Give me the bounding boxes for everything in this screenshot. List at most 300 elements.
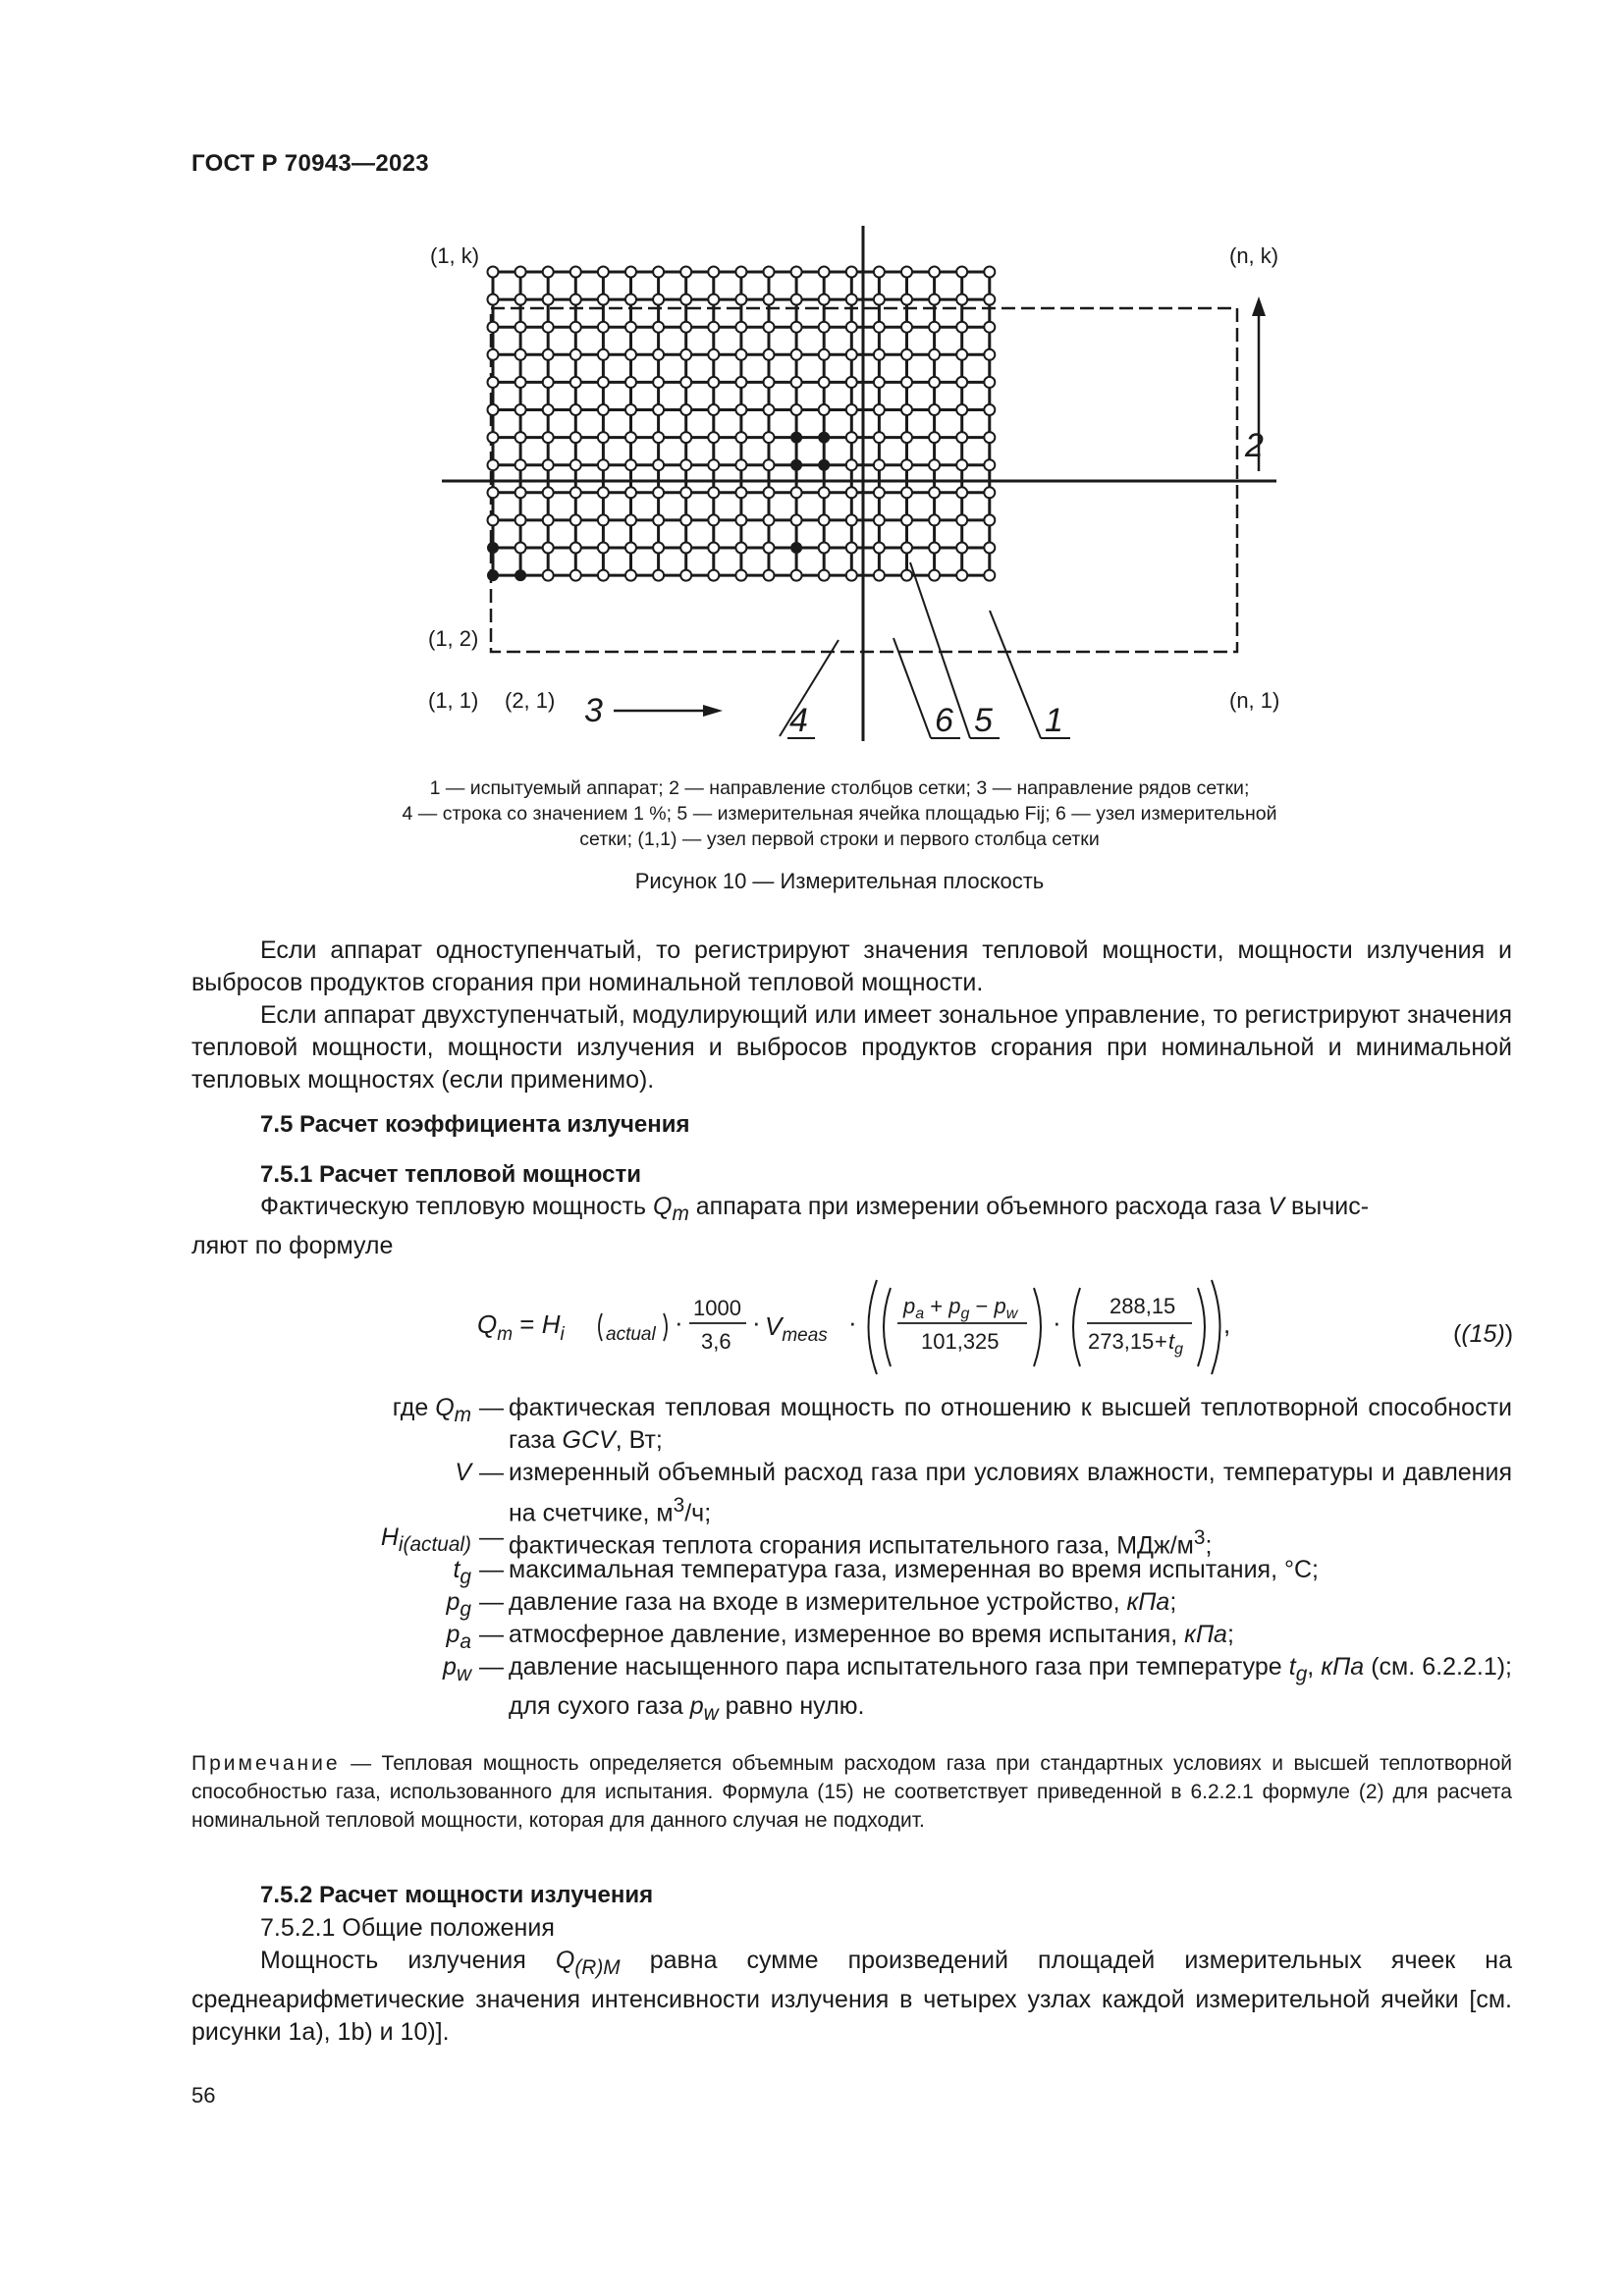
grid-node bbox=[680, 487, 691, 498]
grid-node bbox=[819, 514, 830, 525]
grid-node bbox=[598, 487, 609, 498]
grid-node bbox=[708, 432, 719, 443]
label-2-1: (2, 1) bbox=[505, 688, 556, 713]
grid-node bbox=[543, 404, 554, 415]
definition-symbol: $H_{i(actual)}$ bbox=[380, 1523, 471, 1556]
grid-node bbox=[625, 294, 636, 305]
grid-node bbox=[846, 377, 857, 388]
grid-node bbox=[984, 377, 995, 388]
grid-node-marked bbox=[791, 433, 801, 443]
grid-node bbox=[735, 487, 746, 498]
grid-node bbox=[956, 487, 967, 498]
grid-node bbox=[901, 570, 912, 581]
legend-line-1: 1 — испытуемый аппарат; 2 — направление столбцов сетки; 3 — направление рядов сетки; bbox=[429, 777, 1250, 799]
grid-node bbox=[625, 404, 636, 415]
grid-node bbox=[570, 570, 581, 581]
grid-node bbox=[570, 349, 581, 360]
grid-node bbox=[929, 432, 940, 443]
grid-node bbox=[570, 377, 581, 388]
grid-node bbox=[764, 349, 775, 360]
grid-node bbox=[570, 487, 581, 498]
formula-dot-2: · bbox=[752, 1308, 761, 1337]
grid-node bbox=[598, 322, 609, 333]
grid-node bbox=[846, 487, 857, 498]
grid-node bbox=[956, 459, 967, 470]
note-block bbox=[191, 1749, 1512, 1835]
grid-node bbox=[984, 349, 995, 360]
grid-node bbox=[846, 514, 857, 525]
grid-node bbox=[488, 459, 499, 470]
legend-line-3: сетки; (1,1) — узел первой строки и первого столбца сетки bbox=[579, 828, 1100, 850]
document-header: ГОСТ Р 70943—2023 bbox=[191, 150, 429, 177]
grid-node bbox=[874, 404, 885, 415]
grid-node bbox=[570, 267, 581, 278]
grid-node bbox=[680, 377, 691, 388]
label-1-2: (1, 2) bbox=[428, 626, 479, 651]
grid-node bbox=[543, 432, 554, 443]
grid-node bbox=[735, 432, 746, 443]
definition-dash: — bbox=[479, 1394, 504, 1421]
grid-node bbox=[929, 404, 940, 415]
grid-node bbox=[901, 377, 912, 388]
grid-node bbox=[488, 349, 499, 360]
definition-symbol: где $Q_m$ bbox=[392, 1394, 471, 1426]
grid-node bbox=[625, 487, 636, 498]
paragraph-single-stage-text: Если аппарат одноступенчатый, то регистрируют значения тепловой мощности, мощности излучения и выбросов продуктов сгорания при номинальной тепловой мощности. bbox=[191, 936, 1512, 996]
grid-node bbox=[708, 322, 719, 333]
grid-node bbox=[515, 514, 526, 525]
page-number: 56 bbox=[191, 2083, 216, 2108]
section-7-5-title: 7.5 Расчет коэффициента излучения bbox=[260, 1111, 690, 1138]
grid-node bbox=[680, 349, 691, 360]
radiation-text-a: Мощность излучения bbox=[260, 1947, 526, 1974]
formula-number-value: (15) bbox=[1461, 1320, 1505, 1348]
grid-node-marked bbox=[515, 570, 525, 580]
grid-node bbox=[543, 487, 554, 498]
grid-node bbox=[515, 543, 526, 554]
grid-node bbox=[680, 432, 691, 443]
grid-node bbox=[956, 349, 967, 360]
section-7-5-1-title: 7.5.1 Расчет тепловой мощности bbox=[260, 1161, 641, 1188]
grid-node bbox=[764, 543, 775, 554]
grid-node bbox=[598, 459, 609, 470]
grid-node bbox=[653, 267, 664, 278]
grid-node bbox=[708, 487, 719, 498]
grid-node bbox=[680, 570, 691, 581]
formula-273: 273,15 bbox=[1088, 1329, 1155, 1354]
grid-node bbox=[901, 543, 912, 554]
grid-node bbox=[488, 377, 499, 388]
grid-node bbox=[708, 543, 719, 554]
definition-text: атмосферное давление, измеренное во время испытания, кПа; bbox=[509, 1621, 1234, 1648]
label-n-1: (n, 1) bbox=[1229, 688, 1280, 713]
formula-15 bbox=[471, 1268, 1237, 1376]
grid-node bbox=[735, 322, 746, 333]
grid-node bbox=[764, 267, 775, 278]
grid-node bbox=[735, 543, 746, 554]
grid-node bbox=[901, 267, 912, 278]
grid-node bbox=[791, 377, 802, 388]
grid-node bbox=[515, 377, 526, 388]
grid-node bbox=[653, 349, 664, 360]
grid-node bbox=[956, 322, 967, 333]
grid-node bbox=[929, 543, 940, 554]
grid-node bbox=[515, 487, 526, 498]
grid-node bbox=[708, 514, 719, 525]
grid-node bbox=[874, 543, 885, 554]
definition-dash: — bbox=[479, 1621, 504, 1648]
grid-node bbox=[625, 459, 636, 470]
grid-node bbox=[956, 432, 967, 443]
grid-node bbox=[598, 514, 609, 525]
grid-node bbox=[819, 349, 830, 360]
grid-node bbox=[653, 514, 664, 525]
grid-node bbox=[598, 349, 609, 360]
grid-node bbox=[735, 404, 746, 415]
grid-node-marked bbox=[791, 543, 801, 553]
grid-node bbox=[735, 570, 746, 581]
grid-node bbox=[929, 267, 940, 278]
grid-node bbox=[570, 404, 581, 415]
grid-node bbox=[764, 404, 775, 415]
grid-node bbox=[543, 543, 554, 554]
definition-dash: — bbox=[479, 1653, 504, 1681]
callout-6: 6 bbox=[935, 702, 953, 739]
formula-1000: 1000 bbox=[693, 1296, 741, 1320]
grid-node bbox=[543, 514, 554, 525]
grid-node bbox=[653, 294, 664, 305]
grid-node bbox=[929, 322, 940, 333]
grid-node bbox=[819, 294, 830, 305]
grid-node bbox=[956, 404, 967, 415]
grid-node bbox=[874, 377, 885, 388]
grid-node bbox=[984, 294, 995, 305]
grid-node bbox=[929, 487, 940, 498]
formula-dot-4: · bbox=[1053, 1308, 1061, 1337]
grid-node bbox=[929, 459, 940, 470]
grid-node bbox=[929, 570, 940, 581]
grid-node bbox=[735, 267, 746, 278]
grid-node bbox=[515, 432, 526, 443]
grid-node bbox=[819, 267, 830, 278]
grid-node bbox=[819, 377, 830, 388]
callout-1-leader bbox=[990, 611, 1041, 738]
grid-node bbox=[543, 294, 554, 305]
grid-node bbox=[570, 459, 581, 470]
grid-node bbox=[846, 404, 857, 415]
section-7-5-2-title: 7.5.2 Расчет мощности излучения bbox=[260, 1882, 654, 1908]
label-1-1: (1, 1) bbox=[428, 688, 479, 713]
grid-node bbox=[488, 294, 499, 305]
grid-node bbox=[680, 543, 691, 554]
paragraph-two-stage bbox=[191, 999, 1512, 1096]
grid-node bbox=[929, 349, 940, 360]
grid-node bbox=[543, 349, 554, 360]
grid-node bbox=[625, 514, 636, 525]
grid-node bbox=[901, 322, 912, 333]
grid-node bbox=[625, 267, 636, 278]
definition-symbol: $t_g$ bbox=[453, 1556, 471, 1588]
grid-node bbox=[764, 377, 775, 388]
grid-node bbox=[956, 294, 967, 305]
grid-node bbox=[570, 294, 581, 305]
grid-node bbox=[984, 487, 995, 498]
grid-node bbox=[791, 487, 802, 498]
grid-node bbox=[708, 294, 719, 305]
legend-line-2: 4 — строка со значением 1 %; 5 — измерительная ячейка площадью Fij; 6 — узел измерительной bbox=[402, 803, 1277, 825]
formula-Vmeas: $V_{meas}$ bbox=[765, 1311, 828, 1346]
grid-node bbox=[846, 322, 857, 333]
grid-node bbox=[680, 322, 691, 333]
grid-node bbox=[929, 294, 940, 305]
grid-node bbox=[515, 349, 526, 360]
callout-2: 2 bbox=[1245, 427, 1264, 464]
definition-dash: — bbox=[479, 1556, 504, 1583]
definition-dash: — bbox=[479, 1588, 504, 1616]
grid-node bbox=[984, 267, 995, 278]
grid-node bbox=[708, 404, 719, 415]
grid-node bbox=[956, 377, 967, 388]
grid-node bbox=[625, 322, 636, 333]
grid-node bbox=[570, 514, 581, 525]
grid-node bbox=[956, 543, 967, 554]
grid-node bbox=[819, 404, 830, 415]
grid-node bbox=[874, 514, 885, 525]
grid-node bbox=[515, 322, 526, 333]
definition-symbol: $p_g$ bbox=[446, 1588, 471, 1621]
grid-node bbox=[598, 570, 609, 581]
grid-node bbox=[874, 294, 885, 305]
grid-node bbox=[791, 294, 802, 305]
grid-node bbox=[791, 322, 802, 333]
definition-text: давление насыщенного пара испытательного газа при температуре $t_g$, кПа (см. 6.2.2.1); для сухого газа $p_w$ равно нулю. bbox=[509, 1653, 1512, 1725]
grid-node bbox=[680, 294, 691, 305]
column-direction-arrowhead bbox=[1252, 296, 1266, 316]
grid-node bbox=[791, 570, 802, 581]
grid-node bbox=[653, 543, 664, 554]
grid-node bbox=[680, 459, 691, 470]
grid-node bbox=[929, 377, 940, 388]
grid-node bbox=[846, 570, 857, 581]
grid-node bbox=[764, 322, 775, 333]
grid-node bbox=[874, 349, 885, 360]
grid-node bbox=[984, 432, 995, 443]
grid-node bbox=[874, 432, 885, 443]
grid-node bbox=[708, 570, 719, 581]
measurement-plane-figure bbox=[422, 226, 1306, 756]
grid-node bbox=[846, 459, 857, 470]
grid-node bbox=[653, 377, 664, 388]
grid-node bbox=[570, 322, 581, 333]
formula-3-6: 3,6 bbox=[701, 1329, 731, 1354]
grid-node bbox=[625, 432, 636, 443]
grid-node bbox=[543, 267, 554, 278]
definition-dash: — bbox=[479, 1523, 504, 1551]
row-direction-arrowhead bbox=[703, 705, 723, 717]
grid-node bbox=[791, 349, 802, 360]
callout-4-leader bbox=[780, 640, 839, 736]
note-label: Примечание bbox=[191, 1752, 341, 1775]
grid-node bbox=[764, 432, 775, 443]
grid-node bbox=[819, 570, 830, 581]
grid-node bbox=[901, 487, 912, 498]
grid-node bbox=[846, 543, 857, 554]
grid-node bbox=[874, 267, 885, 278]
grid-node bbox=[901, 294, 912, 305]
section-7-5-2-1-title: 7.5.2.1 Общие положения bbox=[260, 1914, 555, 1942]
formula-288: 288,15 bbox=[1110, 1294, 1176, 1318]
grid-node bbox=[653, 570, 664, 581]
section-7-5-1-intro: Фактическую тепловую мощность $Q_m$ аппарата при измерении объемного расхода газа V вычис- ляют по формуле bbox=[191, 1193, 1370, 1259]
definition-text: фактическая тепловая мощность по отношению к высшей теплотворной способности газа GCV, Вт; bbox=[509, 1394, 1512, 1454]
grid-node bbox=[735, 514, 746, 525]
grid-node bbox=[708, 349, 719, 360]
definition-text: давление газа на входе в измерительное устройство, кПа; bbox=[509, 1588, 1177, 1616]
grid-node bbox=[598, 294, 609, 305]
grid-node bbox=[625, 349, 636, 360]
intro-part-b: аппарата при измерении объемного расхода газа bbox=[695, 1193, 1262, 1220]
paragraph-single-stage bbox=[191, 934, 1512, 999]
grid-node bbox=[735, 294, 746, 305]
grid-node bbox=[791, 514, 802, 525]
grid-node bbox=[984, 514, 995, 525]
grid-node bbox=[846, 294, 857, 305]
grid-node bbox=[819, 487, 830, 498]
grid-node bbox=[846, 349, 857, 360]
label-n-k: (n, k) bbox=[1229, 243, 1279, 268]
grid-node bbox=[625, 570, 636, 581]
grid-node bbox=[929, 514, 940, 525]
formula-comma: , bbox=[1223, 1309, 1231, 1339]
grid-node bbox=[653, 459, 664, 470]
definition-text: фактическая теплота сгорания испытательного газа, МДж/$м^3$; bbox=[509, 1526, 1213, 1560]
intro-part-c: вычис- bbox=[1291, 1193, 1370, 1220]
callout-4: 4 bbox=[789, 702, 808, 739]
grid-node bbox=[680, 404, 691, 415]
grid-node-marked bbox=[488, 570, 498, 580]
grid-node bbox=[874, 322, 885, 333]
grid-node bbox=[791, 404, 802, 415]
grid-node bbox=[901, 459, 912, 470]
paragraph-two-stage-text: Если аппарат двухступенчатый, модулирующий или имеет зональное управление, то регистрируют значения тепловой мощности, мощности излучения и выбросов продуктов сгорания при номинальной и минимальной тепловых мощностях (если применимо). bbox=[191, 1001, 1512, 1094]
grid-node bbox=[680, 267, 691, 278]
grid-node bbox=[653, 322, 664, 333]
formula-pa-pg-pw: $p_a + p_g - p_w$ bbox=[903, 1294, 1018, 1322]
grid-node bbox=[984, 543, 995, 554]
grid-node bbox=[735, 377, 746, 388]
grid-node bbox=[984, 570, 995, 581]
grid-node bbox=[901, 349, 912, 360]
callout-6-leader bbox=[893, 638, 931, 738]
grid-node bbox=[653, 404, 664, 415]
definition-text: максимальная температура газа, измеренная во время испытания, °C; bbox=[509, 1556, 1319, 1583]
grid-node bbox=[901, 404, 912, 415]
grid-node bbox=[515, 404, 526, 415]
grid-node bbox=[874, 570, 885, 581]
grid-node bbox=[764, 459, 775, 470]
grid-node bbox=[846, 267, 857, 278]
grid-node bbox=[543, 322, 554, 333]
label-1-k: (1, k) bbox=[430, 243, 480, 268]
grid-node bbox=[598, 404, 609, 415]
grid-node bbox=[570, 432, 581, 443]
grid-node bbox=[543, 459, 554, 470]
grid-node-marked bbox=[819, 433, 829, 443]
formula-plus-tg: + bbox=[1155, 1329, 1167, 1354]
grid-node bbox=[488, 487, 499, 498]
grid-node bbox=[764, 514, 775, 525]
callout-1: 1 bbox=[1045, 702, 1063, 739]
formula-dot-1: · bbox=[675, 1308, 683, 1337]
grid-node bbox=[956, 267, 967, 278]
grid-node bbox=[735, 459, 746, 470]
grid-node-marked bbox=[791, 460, 801, 470]
definition-symbol: V bbox=[455, 1459, 471, 1486]
grid-lines bbox=[493, 272, 990, 575]
formula-Qm: $Q_m = H_i$ bbox=[477, 1309, 565, 1345]
formula-number: ((15)) bbox=[1453, 1320, 1514, 1348]
grid-node bbox=[956, 514, 967, 525]
grid-node bbox=[984, 404, 995, 415]
grid-node bbox=[984, 459, 995, 470]
grid-node bbox=[901, 432, 912, 443]
grid-node bbox=[625, 377, 636, 388]
grid-node bbox=[708, 377, 719, 388]
formula-tg: $t_g$ bbox=[1168, 1329, 1184, 1358]
grid-node bbox=[598, 377, 609, 388]
grid-node bbox=[488, 322, 499, 333]
grid-node bbox=[515, 267, 526, 278]
grid-node-marked bbox=[488, 543, 498, 553]
figure-legend bbox=[314, 775, 1365, 852]
grid-node bbox=[819, 322, 830, 333]
figure-caption: Рисунок 10 — Измерительная плоскость bbox=[634, 869, 1045, 893]
grid-node bbox=[598, 432, 609, 443]
section-7-5-2-text: Мощность излучения $Q_{(R)M}$ равна сумме произведений площадей измерительных ячеек на среднеарифметические значения интенсивности излучения в четырех узлах каждой измерительной ячейки [см. рисунки 1а), 1b) и 10)]. bbox=[191, 1947, 1513, 2046]
grid-node bbox=[708, 459, 719, 470]
grid-node bbox=[598, 543, 609, 554]
formula-101: 101,325 bbox=[921, 1329, 1000, 1354]
grid-node bbox=[764, 570, 775, 581]
grid-node bbox=[735, 349, 746, 360]
formula-dot-3: · bbox=[848, 1308, 857, 1337]
grid-node bbox=[570, 543, 581, 554]
grid-node bbox=[515, 459, 526, 470]
grid-node bbox=[598, 267, 609, 278]
grid-node bbox=[874, 487, 885, 498]
grid-node bbox=[653, 432, 664, 443]
definition-text: измеренный объемный расход газа при условиях влажности, температуры и давления на счетчике, $м^3/ч$; bbox=[509, 1459, 1512, 1527]
grid-node bbox=[764, 294, 775, 305]
grid-node bbox=[708, 267, 719, 278]
grid-node bbox=[488, 267, 499, 278]
radiation-text-b: равна сумме произведений площадей измерительных ячеек на среднеарифметические значения интенсивности излучения в четырех узлах каждой измерительной ячейки [см. рисунки 1а), 1b) и 10)]. bbox=[191, 1947, 1513, 2046]
grid-node bbox=[846, 432, 857, 443]
grid-node bbox=[625, 543, 636, 554]
grid-node-marked bbox=[819, 460, 829, 470]
grid-node bbox=[819, 543, 830, 554]
callout-5: 5 bbox=[974, 702, 993, 739]
grid-node bbox=[791, 267, 802, 278]
grid-node bbox=[543, 377, 554, 388]
note-text: — Тепловая мощность определяется объемным расходом газа при стандартных условиях и высшей теплотворной способностью газа, использованного для испытания. Формула (15) не соответствует приведенной в 6.2.2.1 формуле (2) для расчета номинальной тепловой мощности, которая для данного случая не подходит. bbox=[191, 1752, 1512, 1832]
grid-node bbox=[515, 294, 526, 305]
definition-symbol: $p_w$ bbox=[443, 1653, 471, 1685]
definition-dash: — bbox=[479, 1459, 504, 1486]
grid-node bbox=[764, 487, 775, 498]
grid-node bbox=[488, 514, 499, 525]
callout-3: 3 bbox=[584, 692, 603, 729]
